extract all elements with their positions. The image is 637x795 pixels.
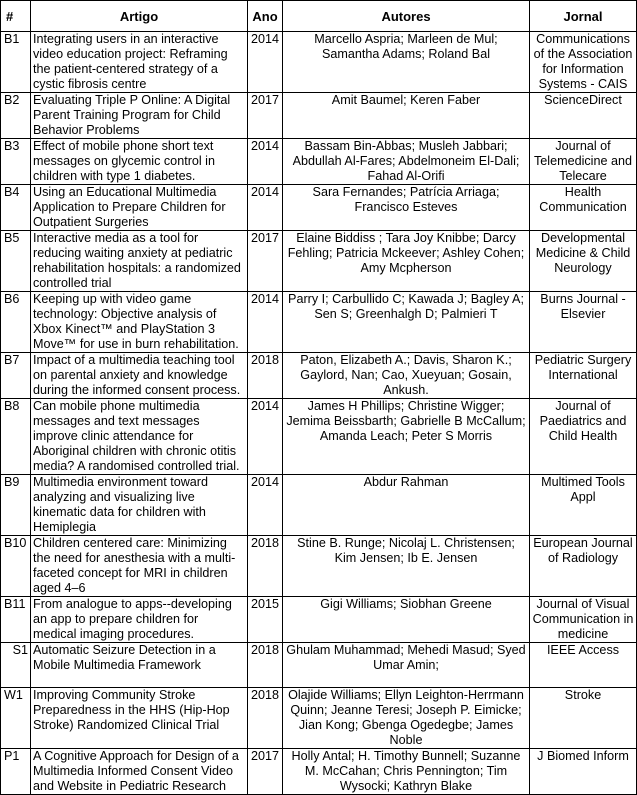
row-id: P1 bbox=[1, 749, 31, 795]
table-row bbox=[1, 185, 637, 231]
authors: Abdur Rahman bbox=[283, 475, 530, 536]
journal: Pediatric Surgery International bbox=[530, 353, 637, 399]
article-title: Improving Community Stroke Preparedness in the HHS (Hip-Hop Stroke) Randomized Clinical Trial bbox=[31, 688, 248, 749]
authors: Parry I; Carbullido C; Kawada J; Bagley A; Sen S; Greenhalgh D; Palmieri T bbox=[283, 292, 530, 353]
year: 2014 bbox=[248, 32, 283, 93]
article-title: Keeping up with video game technology: Objective analysis of Xbox Kinect™ and PlayStation 3 Move™ for use in burn rehabilitation. bbox=[31, 292, 248, 353]
article-title: Can mobile phone multimedia messages and text messages improve clinic attendance for Aboriginal children with chronic otitis media? A randomised controlled trial. bbox=[31, 399, 248, 475]
year: 2014 bbox=[248, 292, 283, 353]
table-row bbox=[1, 399, 637, 475]
authors: Holly Antal; H. Timothy Bunnell; Suzanne M. McCahan; Chris Pennington; Tim Wysocki; Kathryn Blake bbox=[283, 749, 530, 795]
journal: Journal of Telemedicine and Telecare bbox=[530, 139, 637, 185]
header-autores: Autores bbox=[283, 1, 530, 32]
journal: Developmental Medicine & Child Neurology bbox=[530, 231, 637, 292]
article-title: Evaluating Triple P Online: A Digital Parent Training Program for Child Behavior Problems bbox=[31, 93, 248, 139]
header-ano: Ano bbox=[248, 1, 283, 32]
journal: Journal of Visual Communication in medicine bbox=[530, 597, 637, 643]
article-title: Multimedia environment toward analyzing and visualizing live kinematic data for children with Hemiplegia bbox=[31, 475, 248, 536]
table-row bbox=[1, 93, 637, 139]
table-row bbox=[1, 643, 637, 688]
year: 2015 bbox=[248, 597, 283, 643]
article-title: From analogue to apps--developing an app to prepare children for medical imaging procedures. bbox=[31, 597, 248, 643]
table-row bbox=[1, 749, 637, 795]
row-id: B9 bbox=[1, 475, 31, 536]
authors: Olajide Williams; Ellyn Leighton-Herrmann Quinn; Jeanne Teresi; Joseph P. Eimicke; Jian Kong; Gbenga Ogedegbe; James Noble bbox=[283, 688, 530, 749]
row-id: W1 bbox=[1, 688, 31, 749]
year: 2014 bbox=[248, 185, 283, 231]
authors: James H Phillips; Christine Wigger; Jemima Beissbarth; Gabrielle B McCallum; Amanda Leach; Peter S Morris bbox=[283, 399, 530, 475]
table-row bbox=[1, 353, 637, 399]
journal: Communications of the Association for Information Systems - CAIS bbox=[530, 32, 637, 93]
year: 2014 bbox=[248, 399, 283, 475]
article-title: Effect of mobile phone short text messages on glycemic control in children with type 1 diabetes. bbox=[31, 139, 248, 185]
table-row bbox=[1, 688, 637, 749]
row-id: B10 bbox=[1, 536, 31, 597]
table-row bbox=[1, 292, 637, 353]
row-id: B11 bbox=[1, 597, 31, 643]
table-row bbox=[1, 32, 637, 93]
row-id: B5 bbox=[1, 231, 31, 292]
journal: IEEE Access bbox=[530, 643, 637, 688]
year: 2018 bbox=[248, 688, 283, 749]
table-row bbox=[1, 475, 637, 536]
authors: Ghulam Muhammad; Mehedi Masud; Syed Umar Amin; bbox=[283, 643, 530, 688]
row-id: B4 bbox=[1, 185, 31, 231]
row-id: B1 bbox=[1, 32, 31, 93]
header-id: # bbox=[1, 1, 31, 32]
row-id: S1 bbox=[1, 643, 31, 688]
journal: Multimed Tools Appl bbox=[530, 475, 637, 536]
year: 2018 bbox=[248, 536, 283, 597]
authors: Gigi Williams; Siobhan Greene bbox=[283, 597, 530, 643]
header-artigo: Artigo bbox=[31, 1, 248, 32]
row-id: B7 bbox=[1, 353, 31, 399]
article-title: Interactive media as a tool for reducing waiting anxiety at pediatric rehabilitation hospitals: a randomized controlled trial bbox=[31, 231, 248, 292]
journal: Stroke bbox=[530, 688, 637, 749]
journal: ScienceDirect bbox=[530, 93, 637, 139]
table-row bbox=[1, 536, 637, 597]
authors: Stine B. Runge; Nicolaj L. Christensen; Kim Jensen; Ib E. Jensen bbox=[283, 536, 530, 597]
authors: Sara Fernandes; Patrícia Arriaga; Francisco Esteves bbox=[283, 185, 530, 231]
year: 2018 bbox=[248, 353, 283, 399]
authors: Elaine Biddiss ; Tara Joy Knibbe; Darcy Fehling; Patricia Mckeever; Ashley Cohen; Amy Mcpherson bbox=[283, 231, 530, 292]
article-title: Impact of a multimedia teaching tool on parental anxiety and knowledge during the informed consent process. bbox=[31, 353, 248, 399]
row-id: B3 bbox=[1, 139, 31, 185]
year: 2017 bbox=[248, 231, 283, 292]
table-row bbox=[1, 139, 637, 185]
journal: J Biomed Inform bbox=[530, 749, 637, 795]
journal: Health Communication bbox=[530, 185, 637, 231]
journal: Journal of Paediatrics and Child Health bbox=[530, 399, 637, 475]
authors: Marcello Aspria; Marleen de Mul; Samantha Adams; Roland Bal bbox=[283, 32, 530, 93]
row-id: B8 bbox=[1, 399, 31, 475]
year: 2017 bbox=[248, 93, 283, 139]
article-title: Integrating users in an interactive video education project: Reframing the patient-centered strategy of a cystic fibrosis centre bbox=[31, 32, 248, 93]
table-row bbox=[1, 231, 637, 292]
table-row bbox=[1, 597, 637, 643]
article-title: A Cognitive Approach for Design of a Multimedia Informed Consent Video and Website in Pediatric Research bbox=[31, 749, 248, 795]
header-jornal: Jornal bbox=[530, 1, 637, 32]
article-title: Children centered care: Minimizing the need for anesthesia with a multi-faceted concept for MRI in children aged 4–6 bbox=[31, 536, 248, 597]
year: 2014 bbox=[248, 475, 283, 536]
authors: Paton, Elizabeth A.; Davis, Sharon K.; Gaylord, Nan; Cao, Xueyuan; Gosain, Ankush. bbox=[283, 353, 530, 399]
journal: Burns Journal - Elsevier bbox=[530, 292, 637, 353]
row-id: B6 bbox=[1, 292, 31, 353]
article-title: Automatic Seizure Detection in a Mobile Multimedia Framework bbox=[31, 643, 248, 688]
authors: Amit Baumel; Keren Faber bbox=[283, 93, 530, 139]
year: 2018 bbox=[248, 643, 283, 688]
row-id: B2 bbox=[1, 93, 31, 139]
year: 2017 bbox=[248, 749, 283, 795]
header-row bbox=[1, 1, 637, 32]
journal: European Journal of Radiology bbox=[530, 536, 637, 597]
authors: Bassam Bin-Abbas; Musleh Jabbari; Abdullah Al-Fares; Abdelmoneim El-Dali; Fahad Al-Orifi bbox=[283, 139, 530, 185]
year: 2014 bbox=[248, 139, 283, 185]
article-title: Using an Educational Multimedia Application to Prepare Children for Outpatient Surgeries bbox=[31, 185, 248, 231]
